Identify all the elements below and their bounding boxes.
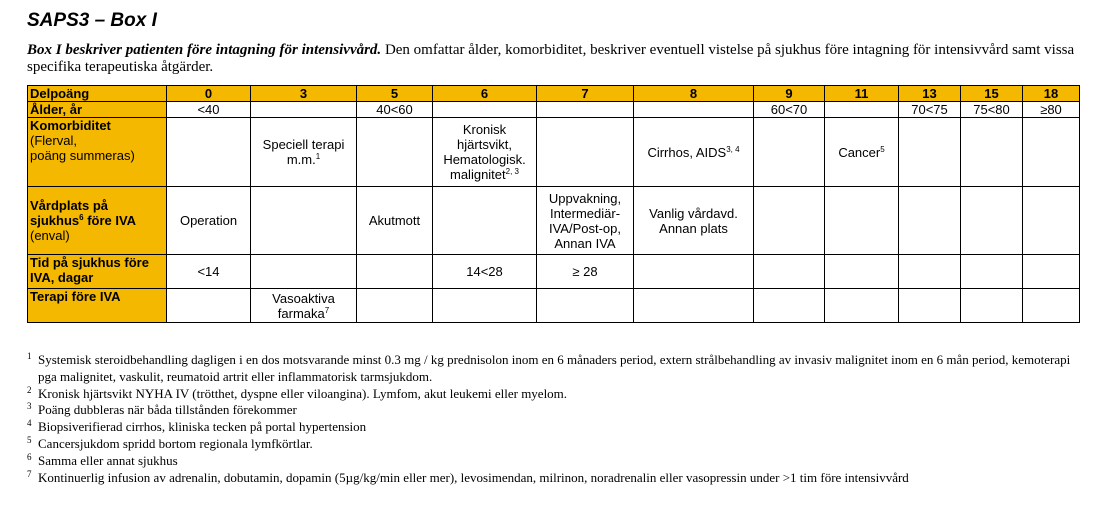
therapy-cell-0 bbox=[167, 289, 251, 323]
points-18: 18 bbox=[1023, 86, 1080, 102]
footnote-ref-1: 1 bbox=[315, 152, 321, 161]
intro-bold-text: Box I beskriver patienten före intagning för intensivvård. bbox=[27, 42, 382, 58]
footnote-text: Cancersjukdom spridd bortom regionala lymfkörtlar. bbox=[38, 435, 313, 451]
ward-cell-18 bbox=[1023, 187, 1080, 255]
saps3-box1-table bbox=[27, 85, 1080, 323]
ward-label-text-b: före IVA bbox=[83, 213, 137, 228]
points-8: 8 bbox=[634, 86, 754, 102]
comorbidity-label-main: Komorbiditet bbox=[30, 118, 111, 133]
ward-cell-3 bbox=[251, 187, 357, 255]
vasoactive-text: Vasoaktiva farmaka bbox=[272, 290, 335, 321]
footnote-text: Kronisk hjärtsvikt NYHA IV (trötthet, dyspne eller viloangina). Lymfom, akut leukemi eller myelom. bbox=[38, 385, 568, 401]
footnote-3 bbox=[27, 402, 1075, 419]
footnote-ref-6: 6 bbox=[79, 213, 84, 222]
therapy-cell-8 bbox=[634, 289, 754, 323]
footnote-text: Biopsiverifierad cirrhos, kliniska tecken på portal hypertension bbox=[38, 419, 367, 435]
time-cell-0: <14 bbox=[167, 255, 251, 289]
footnote-number: 4 bbox=[27, 418, 32, 429]
comorbidity-cell-15 bbox=[961, 118, 1023, 187]
footnote-2 bbox=[27, 386, 1075, 403]
age-cell-13: 70<75 bbox=[899, 102, 961, 118]
therapy-cell-13 bbox=[899, 289, 961, 323]
time-cell-3 bbox=[251, 255, 357, 289]
ward-row bbox=[28, 187, 1080, 255]
footnote-ref-2-3: 2, 3 bbox=[505, 167, 519, 176]
ward-cell-7: Uppvakning, Intermediär-IVA/Post-op, Annan IVA bbox=[537, 187, 634, 255]
footnote-6 bbox=[27, 453, 1075, 470]
time-cell-6: 14<28 bbox=[433, 255, 537, 289]
points-15: 15 bbox=[961, 86, 1023, 102]
comorbidity-cell-9 bbox=[754, 118, 825, 187]
ward-cell-6 bbox=[433, 187, 537, 255]
therapy-cell-15 bbox=[961, 289, 1023, 323]
time-cell-18 bbox=[1023, 255, 1080, 289]
header-row bbox=[28, 86, 1080, 102]
points-0: 0 bbox=[167, 86, 251, 102]
age-cell-15: 75<80 bbox=[961, 102, 1023, 118]
page-title: SAPS3 – Box I bbox=[27, 10, 157, 31]
ward-cell-0: Operation bbox=[167, 187, 251, 255]
time-cell-13 bbox=[899, 255, 961, 289]
footnote-number: 5 bbox=[27, 434, 32, 445]
time-cell-15 bbox=[961, 255, 1023, 289]
intro-text: Den omfattar ålder, komorbiditet, beskriver eventuell vistelse på sjukhus före intagning för intensivvård samt vissa specifika terapeutiska åtgärder. bbox=[27, 42, 1075, 75]
footnote-ref-7: 7 bbox=[324, 305, 330, 315]
comorbidity-label-sub1: (Flerval, bbox=[30, 133, 77, 148]
ward-label bbox=[28, 187, 167, 255]
points-5: 5 bbox=[357, 86, 433, 102]
therapy-cell-5 bbox=[357, 289, 433, 323]
intro-paragraph bbox=[27, 42, 1077, 76]
comorbidity-label-sub2: poäng summeras) bbox=[30, 148, 135, 163]
ward-cell-8: Vanlig vårdavd. Annan plats bbox=[634, 187, 754, 255]
age-cell-3 bbox=[251, 102, 357, 118]
footnote-number: 6 bbox=[27, 451, 32, 462]
ward-cell-9 bbox=[754, 187, 825, 255]
ward-label-sub: (enval) bbox=[30, 228, 70, 243]
comorbidity-cell-18 bbox=[1023, 118, 1080, 187]
footnote-text: Poäng dubbleras när båda tillstånden förekommer bbox=[38, 402, 297, 418]
comorbidity-cell-6 bbox=[433, 118, 537, 187]
comorbidity-cell-7 bbox=[537, 118, 634, 187]
footnote-1 bbox=[27, 352, 1075, 386]
footnote-7 bbox=[27, 470, 1075, 487]
header-label: Delpoäng bbox=[28, 86, 167, 102]
ward-label-main bbox=[30, 198, 164, 228]
time-label: Tid på sjukhus före IVA, dagar bbox=[28, 255, 167, 289]
time-cell-9 bbox=[754, 255, 825, 289]
time-cell-8 bbox=[634, 255, 754, 289]
therapy-cell-7 bbox=[537, 289, 634, 323]
points-6: 6 bbox=[433, 86, 537, 102]
points-7: 7 bbox=[537, 86, 634, 102]
age-cell-5: 40<60 bbox=[357, 102, 433, 118]
footnote-number: 3 bbox=[27, 401, 32, 412]
age-cell-7 bbox=[537, 102, 634, 118]
time-cell-7: ≥ 28 bbox=[537, 255, 634, 289]
age-cell-9: 60<70 bbox=[754, 102, 825, 118]
comorbidity-cell-0 bbox=[167, 118, 251, 187]
ward-cell-5: Akutmott bbox=[357, 187, 433, 255]
points-3: 3 bbox=[251, 86, 357, 102]
comorbidity-cell-8 bbox=[634, 118, 754, 187]
comorbidity-cell-13 bbox=[899, 118, 961, 187]
points-11: 11 bbox=[825, 86, 899, 102]
time-cell-11 bbox=[825, 255, 899, 289]
ward-label-text-a: Vårdplats på sjukhus bbox=[30, 198, 109, 228]
footnote-ref-3-4: 3, 4 bbox=[726, 144, 740, 154]
comorbidity-cell-11 bbox=[825, 118, 899, 187]
age-cell-6 bbox=[433, 102, 537, 118]
age-row bbox=[28, 102, 1080, 118]
footnote-text: Samma eller annat sjukhus bbox=[38, 452, 178, 468]
therapy-cell-18 bbox=[1023, 289, 1080, 323]
age-cell-8 bbox=[634, 102, 754, 118]
therapy-cell-9 bbox=[754, 289, 825, 323]
points-9: 9 bbox=[754, 86, 825, 102]
comorbidity-row bbox=[28, 118, 1080, 187]
comorbidity-cell-5 bbox=[357, 118, 433, 187]
time-row bbox=[28, 255, 1080, 289]
footnote-text: Kontinuerlig infusion av adrenalin, dobutamin, dopamin (5µg/kg/min eller mer), levosimendan, milrinon, noradrenalin eller vasopressin under >1 tim före intensivvård bbox=[38, 469, 909, 485]
time-cell-5 bbox=[357, 255, 433, 289]
footnote-text: Systemisk steroidbehandling dagligen i en dos motsvarande minst 0.3 mg / kg prednisolon inom en 6 månaders period, extern strålbehandling av invasiv malignitet inom en 6 mån period, kemoterapi pga malignitet, vaskulit, reumatoid artrit eller inflammatorisk tarmsjukdom. bbox=[38, 352, 1071, 384]
footnote-number: 1 bbox=[27, 351, 32, 361]
ward-cell-13 bbox=[899, 187, 961, 255]
special-therapy-text: Speciell terapi m.m. bbox=[262, 137, 345, 167]
footnotes bbox=[27, 352, 1075, 486]
therapy-row bbox=[28, 289, 1080, 323]
footnote-number: 2 bbox=[27, 384, 32, 395]
age-label: Ålder, år bbox=[28, 102, 167, 118]
comorbidity-label bbox=[28, 118, 167, 187]
ward-cell-15 bbox=[961, 187, 1023, 255]
cirrhosis-aids-text: Cirrhos, AIDS bbox=[647, 144, 727, 160]
therapy-label: Terapi före IVA bbox=[28, 289, 167, 323]
ward-cell-11 bbox=[825, 187, 899, 255]
age-cell-0: <40 bbox=[167, 102, 251, 118]
footnote-5 bbox=[27, 436, 1075, 453]
cancer-text: Cancer bbox=[838, 144, 881, 160]
age-cell-18: ≥80 bbox=[1023, 102, 1080, 118]
footnote-4 bbox=[27, 419, 1075, 436]
comorbidity-cell-3 bbox=[251, 118, 357, 187]
footnote-ref-5: 5 bbox=[880, 144, 885, 154]
therapy-cell-3 bbox=[251, 289, 357, 323]
age-cell-11 bbox=[825, 102, 899, 118]
therapy-cell-11 bbox=[825, 289, 899, 323]
heart-failure-text: Kronisk hjärtsvikt, Hematologisk. malignitet bbox=[443, 122, 526, 182]
points-13: 13 bbox=[899, 86, 961, 102]
therapy-cell-6 bbox=[433, 289, 537, 323]
footnote-number: 7 bbox=[27, 468, 32, 479]
